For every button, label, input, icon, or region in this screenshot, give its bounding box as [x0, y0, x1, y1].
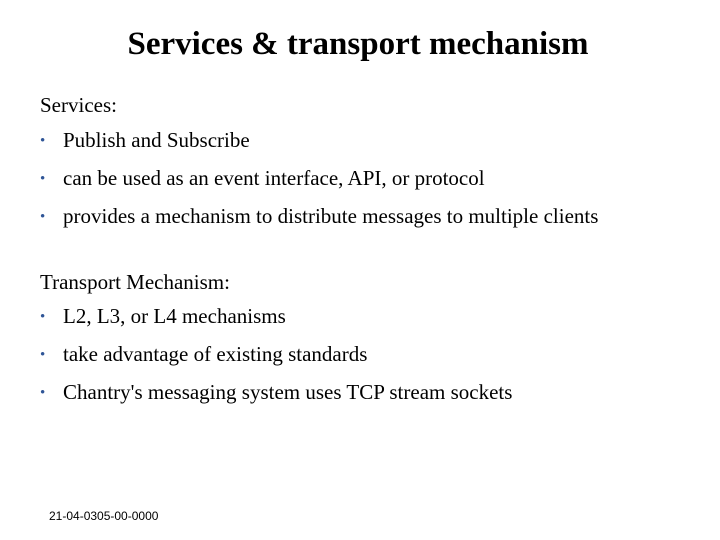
- transport-bullet-list: [40, 303, 512, 417]
- list-item: [40, 203, 598, 241]
- bullet-icon: •: [40, 347, 46, 363]
- section-heading-transport: Transport Mechanism:: [40, 270, 230, 294]
- section-heading-services: Services:: [40, 93, 117, 117]
- list-item: [40, 165, 598, 203]
- bullet-text: can be used as an event interface, API, or protocol: [63, 166, 485, 190]
- bullet-icon: •: [40, 309, 46, 325]
- bullet-text: take advantage of existing standards: [63, 342, 368, 366]
- list-item: [40, 379, 512, 417]
- list-item: [40, 341, 512, 379]
- bullet-text: L2, L3, or L4 mechanisms: [63, 304, 286, 328]
- list-item: [40, 303, 512, 341]
- document-id-footer: 21-04-0305-00-0000: [49, 509, 159, 523]
- list-item: [40, 127, 598, 165]
- bullet-icon: •: [40, 385, 46, 401]
- services-bullet-list: [40, 127, 598, 241]
- bullet-text: Publish and Subscribe: [63, 128, 250, 152]
- bullet-text: provides a mechanism to distribute messages to multiple clients: [63, 204, 599, 228]
- bullet-text: Chantry's messaging system uses TCP stream sockets: [63, 380, 513, 404]
- slide-title: Services & transport mechanism: [127, 26, 589, 62]
- bullet-icon: •: [40, 209, 46, 225]
- bullet-icon: •: [40, 133, 46, 149]
- bullet-icon: •: [40, 171, 46, 187]
